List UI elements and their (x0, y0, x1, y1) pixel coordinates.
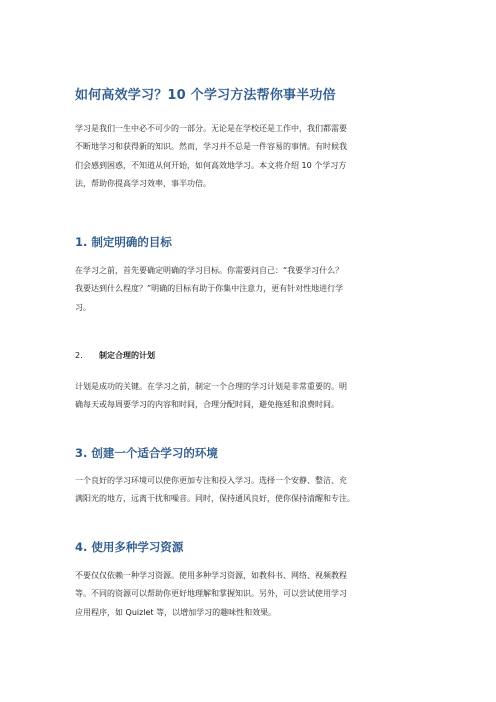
text-line: 应用程序，如 Quizlet 等，以增加学习的趣味性和效果。 (75, 607, 277, 617)
text-line: 我要达到什么程度？”明确的目标有助于你集中注意力，更有针对性地进行学 (75, 284, 344, 294)
text-line: 不要仅仅依赖一种学习资源。使用多种学习资源，如教科书、网络、视频教程 (75, 571, 347, 580)
text-line: 不断地学习和获得新的知识。然而，学习并不总是一件容易的事情。有时候我 (75, 142, 347, 152)
text-line: 计划是成功的关键。在学习之前，制定一个合理的学习计划是非常重要的。明 (75, 382, 347, 391)
text-line: 在学习之前，首先要确定明确的学习目标。你需要问自己：“我要学习什么？ (75, 266, 344, 275)
section-2-paragraph (75, 378, 435, 415)
text-line: 学习是我们一生中必不可少的一部分。无论是在学校还是工作中，我们都需要 (75, 124, 347, 133)
text-line: 习。 (75, 302, 91, 312)
section-4-paragraph (75, 567, 435, 622)
intro-paragraph (75, 120, 435, 194)
section-heading-text: 制定合理的计划 (99, 351, 155, 360)
text-line: 法，帮助你提高学习效率，事半功倍。 (75, 179, 211, 189)
text-line: 一个良好的学习环境可以使你更加专注和投入学习。选择一个安静、整洁、充 (75, 476, 347, 485)
text-line: 们会感到困惑，不知道从何开始，如何高效地学习。本文将介绍 10 个学习方 (75, 160, 347, 170)
page-title: 如何高效学习？10 个学习方法帮你事半功倍 (75, 88, 336, 103)
section-heading-4: 4. 使用多种学习资源 (75, 540, 184, 554)
section-number: 2. (75, 351, 83, 360)
text-line: 确每天或每周要学习的内容和时间，合理分配时间，避免拖延和浪费时间。 (75, 400, 339, 410)
section-heading-1: 1. 制定明确的目标 (75, 235, 172, 249)
section-heading-3: 3. 创建一个适合学习的环境 (75, 446, 218, 460)
text-line: 满阳光的地方，远离干扰和噪音。同时，保持通风良好，使你保持清醒和专注。 (75, 494, 355, 504)
text-line: 等。不同的资源可以帮助你更好地理解和掌握知识。另外，可以尝试使用学习 (75, 589, 347, 599)
section-heading-2 (75, 350, 435, 361)
section-1-paragraph (75, 262, 435, 317)
section-3-paragraph (75, 472, 435, 509)
